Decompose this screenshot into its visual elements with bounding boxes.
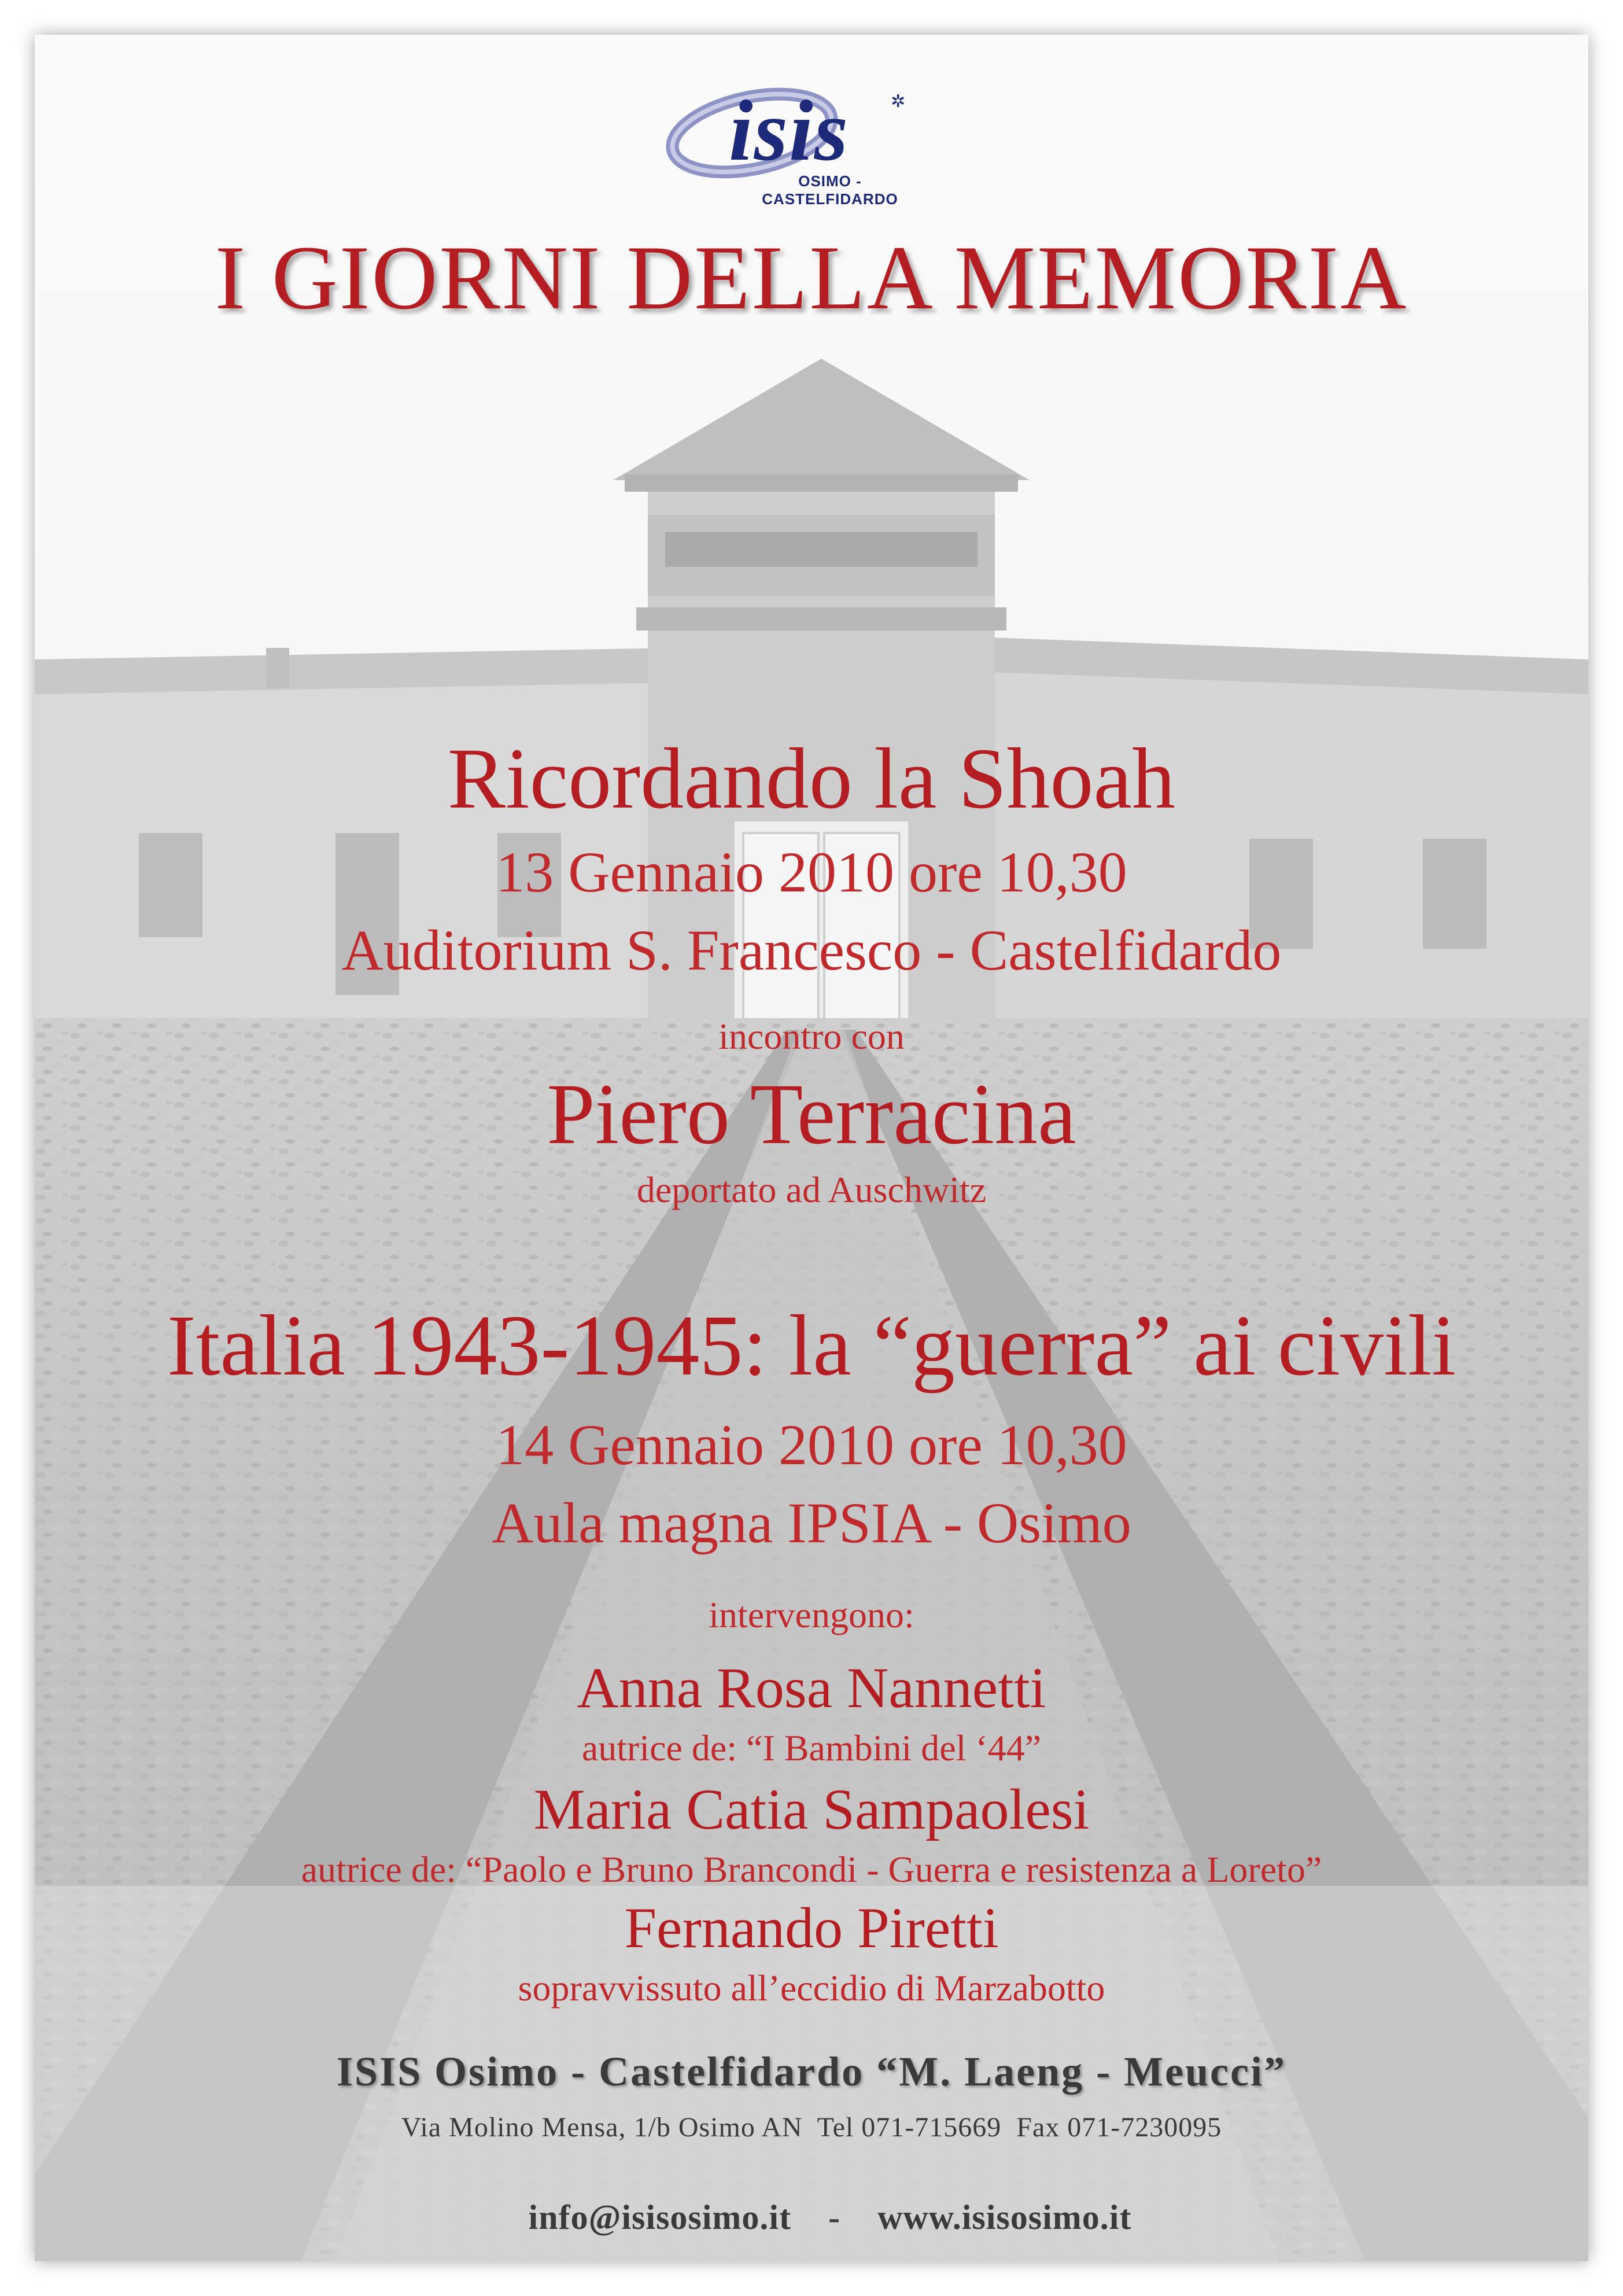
event1-place: Auditorium S. Francesco - Castelfidardo — [341, 918, 1282, 982]
event2-place: Aula magna IPSIA - Osimo — [492, 1491, 1131, 1555]
event1-date: 13 Gennaio 2010 ore 10,30 — [496, 840, 1127, 904]
event1-meet-label: incontro con — [718, 1016, 905, 1057]
poster-title: I GIORNI DELLA MEMORIA — [215, 227, 1408, 329]
footer-website-link[interactable]: www.isisosimo.it — [877, 2198, 1132, 2236]
speaker-name: Fernando Piretti — [624, 1896, 999, 1960]
footer-address: Via Molino Mensa, 1/b Osimo AN Tel 071-715669 Fax 071-7230095 — [401, 2112, 1222, 2143]
logo-stars-icon: ✲ — [891, 91, 906, 112]
event1-heading: Ricordando la Shoah — [447, 731, 1176, 827]
footer-school: ISIS Osimo - Castelfidardo “M. Laeng - Meucci” — [337, 2048, 1286, 2095]
logo-subtitle: OSIMO - CASTELFIDARDO — [762, 172, 898, 208]
speaker-role: autrice de: “I Bambini del ‘44” — [581, 1727, 1042, 1768]
footer-separator: - — [828, 2198, 841, 2236]
event2-heading: Italia 1943-1945: la “guerra” ai civili — [167, 1298, 1456, 1394]
event1-guest-name: Piero Terracina — [547, 1066, 1076, 1162]
poster — [35, 35, 1588, 2261]
footer-contacts — [35, 2158, 1588, 2261]
speaker-role: sopravvissuto all’eccidio di Marzabotto — [518, 1967, 1105, 2008]
event2-date: 14 Gennaio 2010 ore 10,30 — [496, 1413, 1127, 1477]
speaker-name: Anna Rosa Nannetti — [577, 1656, 1046, 1720]
speaker-name: Maria Catia Sampaolesi — [533, 1777, 1090, 1841]
logo-wordmark: isis — [729, 83, 850, 179]
footer-email-link[interactable]: info@isisosimo.it — [528, 2198, 792, 2236]
event2-speakers-label: intervengono: — [709, 1594, 914, 1635]
speaker-role: autrice de: “Paolo e Bruno Brancondi - Guerra e resistenza a Loreto” — [301, 1849, 1322, 1890]
school-logo — [665, 75, 966, 208]
event1-guest-role: deportato ad Auschwitz — [636, 1169, 987, 1210]
